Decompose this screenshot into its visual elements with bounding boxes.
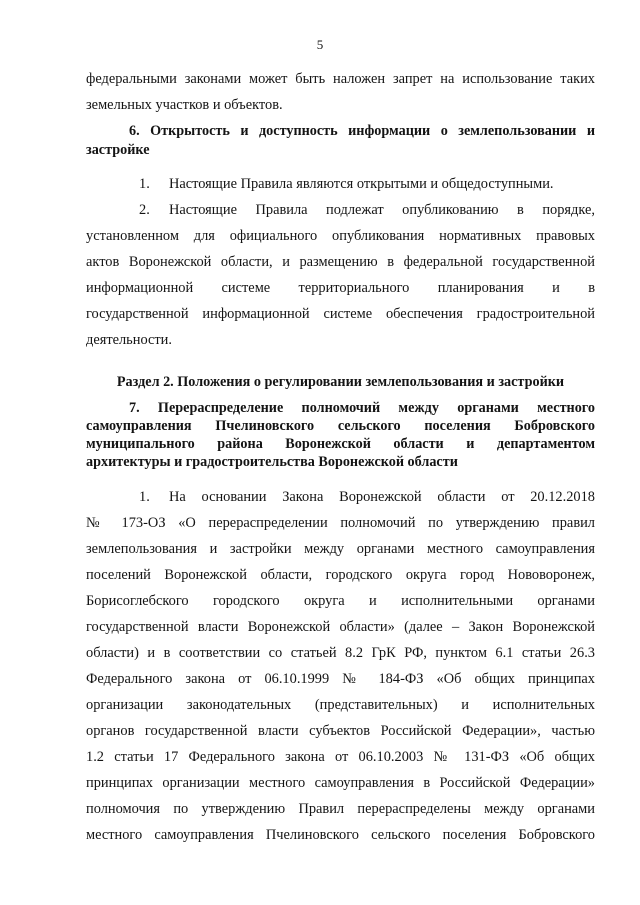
list-item: [86, 174, 595, 194]
text-line: федеральными законами может быть наложен запрет на использование таких: [86, 71, 595, 87]
text-line: полномочия по утверждению Правил перераспределены между органами: [86, 801, 595, 817]
page-number: 5: [316, 37, 324, 52]
text-line: принципах организации местного самоуправления в Российской Федерации»: [86, 775, 595, 791]
section-heading: архитектуры и градостроительства Воронежской области: [86, 454, 458, 470]
text-line: земельных участков и объектов.: [86, 97, 283, 113]
text-line: информационной системе территориального планирования и в: [86, 280, 595, 296]
text-line: области) и в соответствии со статьей 8.2 ГрК РФ, пунктом 6.1 статьи 26.3: [86, 645, 595, 661]
list-item: [86, 200, 595, 220]
item-text: Настоящие Правила подлежат опубликованию в порядке,: [169, 202, 595, 218]
item-text: Настоящие Правила являются открытыми и общедоступными.: [169, 176, 554, 192]
part-heading: Раздел 2. Положения о регулировании землепользования и застройки: [116, 374, 565, 390]
text-line: Федерального закона от 06.10.1999 № 184-ФЗ «Об общих принципах: [86, 671, 595, 687]
section-heading: муниципального района Воронежской области и департаментом: [86, 436, 595, 452]
section-heading: самоуправления Пчелиновского сельского поселения Бобровского: [86, 418, 595, 434]
text-line: землепользования и застройки между органами местного самоуправления: [86, 541, 595, 557]
list-item: [86, 487, 595, 507]
text-line: актов Воронежской области, и размещению в федеральной государственной: [86, 254, 595, 270]
item-number: 1.: [139, 176, 150, 192]
text-line: поселений Воронежской области, городского округа город Нововоронеж,: [86, 567, 595, 583]
item-number: 2.: [139, 202, 150, 218]
section-heading: застройке: [86, 142, 150, 158]
item-text: На основании Закона Воронежской области от 20.12.2018: [169, 489, 595, 505]
text-line: местного самоуправления Пчелиновского сельского поселения Бобровского: [86, 827, 595, 843]
text-line: 1.2 статьи 17 Федерального закона от 06.10.2003 № 131-ФЗ «Об общих: [86, 749, 595, 765]
text-line: деятельности.: [86, 332, 172, 348]
text-line: Борисоглебского городского округа и исполнительными органами: [86, 593, 595, 609]
text-line: государственной власти Воронежской области» (далее – Закон Воронежской: [86, 619, 595, 635]
text-line: организации законодательных (представительных) и исполнительных: [86, 697, 595, 713]
item-number: 1.: [139, 489, 150, 505]
text-line: установленном для официального опубликования нормативных правовых: [86, 228, 595, 244]
section-heading: 6. Открытость и доступность информации о землепользовании и: [129, 123, 595, 139]
text-line: № 173-ОЗ «О перераспределении полномочий по утверждению правил: [86, 515, 595, 531]
text-line: органов государственной власти субъектов Российской Федерации», частью: [86, 723, 595, 739]
text-line: государственной информационной системе обеспечения градостроительной: [86, 306, 595, 322]
section-heading: 7. Перераспределение полномочий между органами местного: [129, 400, 595, 416]
